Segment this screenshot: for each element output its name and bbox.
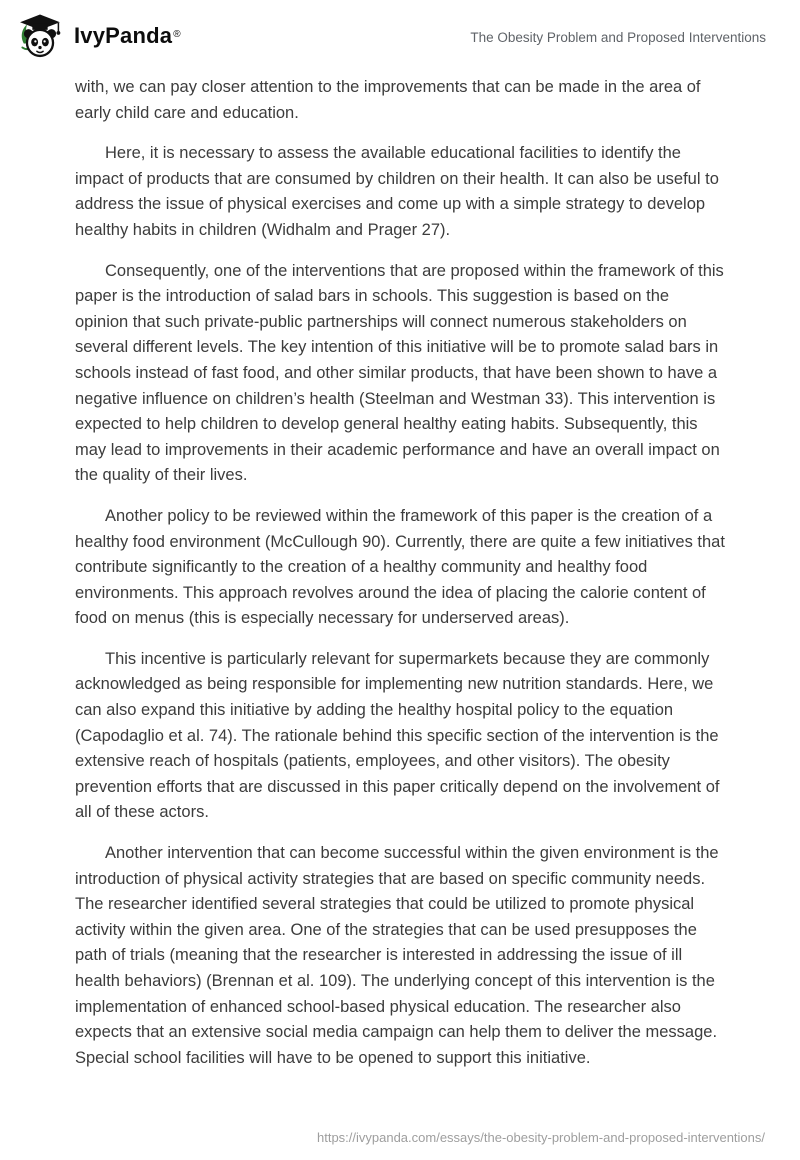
paragraph-6: Another intervention that can become successful within the given environment is the introduction of physical activity strategies that are based on specific community needs. The researcher identified several strategies that could be utilized to promote physical activity within the given area. One of the strategies that can be used presupposes the path of trials (meaning that the researcher is interested in addressing the issue of ill health behaviors) (Brennan et al. 109). The underlying concept of this intervention is the implementation of enhanced school-based physical education. The researcher also expects that an extensive social media campaign can help them to deliver the message. Special school facilities will have to be opened to support this initiative. <box>75 844 719 1067</box>
source-url-link[interactable]: https://ivypanda.com/essays/the-obesity-problem-and-proposed-interventions/ <box>316 1130 765 1145</box>
ivypanda-logo-icon <box>16 12 64 60</box>
document-body <box>0 62 800 1071</box>
paragraph-4: Another policy to be reviewed within the framework of this paper is the creation of a healthy food environment (McCullough 90). Currently, there are quite a few initiatives that contribute significantly to the creation of a healthy community and healthy food environments. This approach revolves around the idea of placing the calorie content of food on menus (this is especially necessary for underserved areas). <box>75 506 725 628</box>
paragraph-5: This incentive is particularly relevant for supermarkets because they are commonly acknowledged as being responsible for implementing new nutrition standards. Here, we can also expand this initiative by adding the healthy hospital policy to the equation (Capodaglio et al. 74). The rationale behind this specific section of the intervention is the extensive reach of hospitals (patients, employees, and other visitors). The obesity prevention efforts that are discussed in this paper critically depend on the involvement of all of these actors. <box>75 649 720 822</box>
brand-name: IvyPanda® <box>74 23 181 48</box>
paragraph-2: Here, it is necessary to assess the available educational facilities to identify the impact of products that are consumed by children on their health. It can also be useful to address the issue of physical exercises and come up with a simple strategy to develop healthy habits in children (Widhalm and Prager 27). <box>75 144 719 239</box>
page-footer <box>317 1129 765 1147</box>
brand[interactable] <box>16 12 181 60</box>
document-title: The Obesity Problem and Proposed Interventions <box>470 29 766 45</box>
page-header <box>0 0 800 62</box>
paragraph-3: Consequently, one of the interventions that are proposed within the framework of this paper is the introduction of salad bars in schools. This suggestion is based on the opinion that such private-public partnerships will connect numerous stakeholders on several different levels. The key intention of this initiative will be to promote salad bars in schools instead of fast food, and other similar products, that have been shown to have a negative influence on children’s health (Steelman and Westman 33). This intervention is expected to help children to develop general healthy eating habits. Subsequently, this may lead to improvements in their academic performance and have an overall impact on the quality of their lives. <box>75 261 724 485</box>
paragraph-1: with, we can pay closer attention to the improvements that can be made in the area of early child care and education. <box>75 78 701 122</box>
registered-mark: ® <box>173 28 181 40</box>
